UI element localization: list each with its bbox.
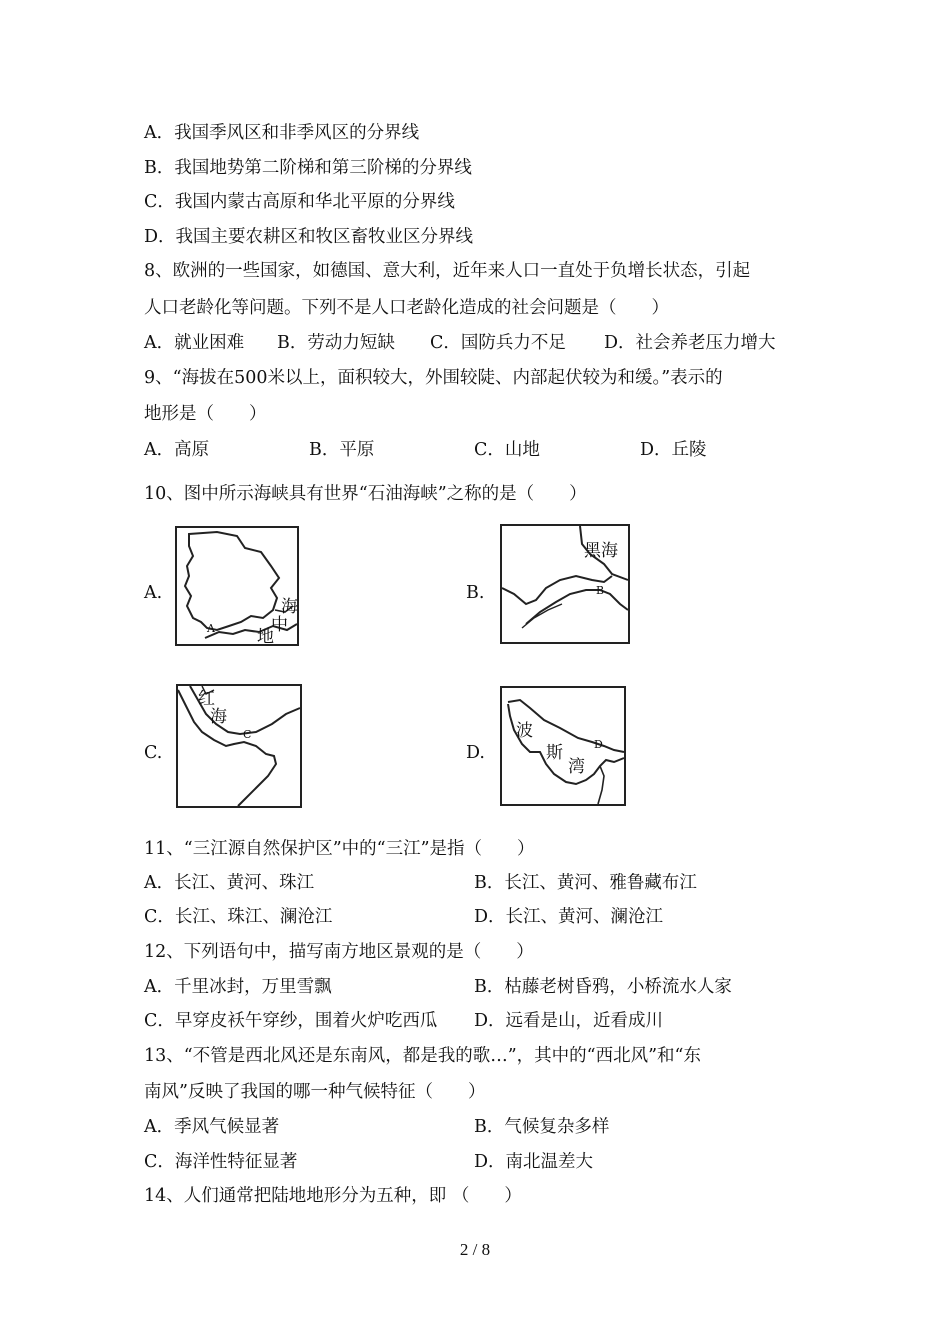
map-a-char-3: 地: [257, 627, 274, 647]
q10-option-c-label: C.: [144, 743, 163, 763]
map-d-point: D: [594, 738, 603, 751]
q11-stem: 11、“三江源自然保护区”中的“三江”是指（ ）: [144, 839, 535, 859]
map-d-hormuz: [500, 686, 626, 806]
q8-option-c: C．国防兵力不足: [430, 333, 566, 353]
q13-option-b: B．气候复杂多样: [474, 1117, 610, 1137]
q10-stem: 10、图中所示海峡具有世界“石油海峡”之称的是（ ）: [144, 484, 587, 504]
q9-option-b: B．平原: [309, 440, 375, 460]
q13-option-a: A．季风气候显著: [144, 1117, 280, 1137]
q13-stem-line2: 南风”反映了我国的哪一种气候特征（ ）: [144, 1082, 486, 1102]
q9-stem-line1: 9、“海拔在500米以上，面积较大，外围较陡、内部起伏较为和缓。”表示的: [144, 368, 723, 388]
q12-option-d: D．远看是山，近看成川: [474, 1011, 664, 1031]
map-c-drawing: [176, 684, 302, 808]
q8-option-d: D．社会养老压力增大: [604, 333, 776, 353]
map-c-bab-el-mandeb: [176, 684, 302, 808]
map-c-char-2: 海: [210, 707, 227, 727]
q10-option-b-label: B.: [466, 583, 485, 603]
q12-option-c: C．早穿皮袄午穿纱，围着火炉吃西瓜: [144, 1011, 438, 1031]
q12-option-a: A．千里冰封，万里雪飘: [144, 977, 332, 997]
q9-option-d: D．丘陵: [640, 440, 707, 460]
q7-option-c: C．我国内蒙古高原和华北平原的分界线: [144, 192, 455, 212]
q13-stem-line1: 13、“不管是西北风还是东南风，都是我的歌…”，其中的“西北风”和“东: [144, 1046, 701, 1066]
q8-stem-line1: 8、欧洲的一些国家，如德国、意大利，近年来人口一直处于负增长状态，引起: [144, 261, 751, 281]
q11-option-a: A．长江、黄河、珠江: [144, 873, 315, 893]
q11-option-d: D．长江、黄河、澜沧江: [474, 907, 664, 927]
q13-option-d: D．南北温差大: [474, 1152, 594, 1172]
q7-option-a: A．我国季风区和非季风区的分界线: [144, 123, 420, 143]
q12-option-b: B．枯藤老树昏鸦，小桥流水人家: [474, 977, 732, 997]
map-a-gibraltar: [175, 526, 299, 646]
map-a-char-1: 海: [281, 597, 298, 617]
q9-option-c: C．山地: [474, 440, 540, 460]
map-b-bosporus: [500, 524, 630, 644]
map-a-char-2: 中: [271, 615, 288, 635]
q9-stem-line2: 地形是（ ）: [144, 404, 267, 424]
map-c-point: C: [243, 728, 252, 741]
map-d-char-3: 湾: [568, 757, 585, 777]
q7-option-b: B．我国地势第二阶梯和第三阶梯的分界线: [144, 158, 472, 178]
page-number: 2 / 8: [459, 1240, 491, 1259]
q8-stem-line2: 人口老龄化等问题。下列不是人口老龄化造成的社会问题是（ ）: [144, 298, 669, 318]
map-d-char-1: 波: [516, 721, 533, 741]
q11-option-c: C．长江、珠江、澜沧江: [144, 907, 333, 927]
q8-option-b: B．劳动力短缺: [277, 333, 395, 353]
q14-stem: 14、人们通常把陆地地形分为五种，即 （ ）: [144, 1186, 522, 1206]
q8-option-a: A．就业困难: [144, 333, 245, 353]
map-c-char-1: 红: [198, 689, 215, 709]
map-d-drawing: [500, 686, 626, 806]
q13-option-c: C．海洋性特征显著: [144, 1152, 298, 1172]
q11-option-b: B．长江、黄河、雅鲁藏布江: [474, 873, 697, 893]
q10-option-d-label: D.: [466, 743, 485, 763]
map-a-point: A: [207, 622, 215, 635]
q7-option-d: D．我国主要农耕区和牧区畜牧业区分界线: [144, 227, 474, 247]
map-d-char-2: 斯: [546, 743, 563, 763]
q10-option-a-label: A.: [144, 583, 163, 603]
q12-stem: 12、下列语句中，描写南方地区景观的是（ ）: [144, 942, 534, 962]
q9-option-a: A．高原: [144, 440, 210, 460]
map-b-point: B: [596, 584, 605, 597]
map-b-sea-label: 黑海: [584, 541, 618, 561]
